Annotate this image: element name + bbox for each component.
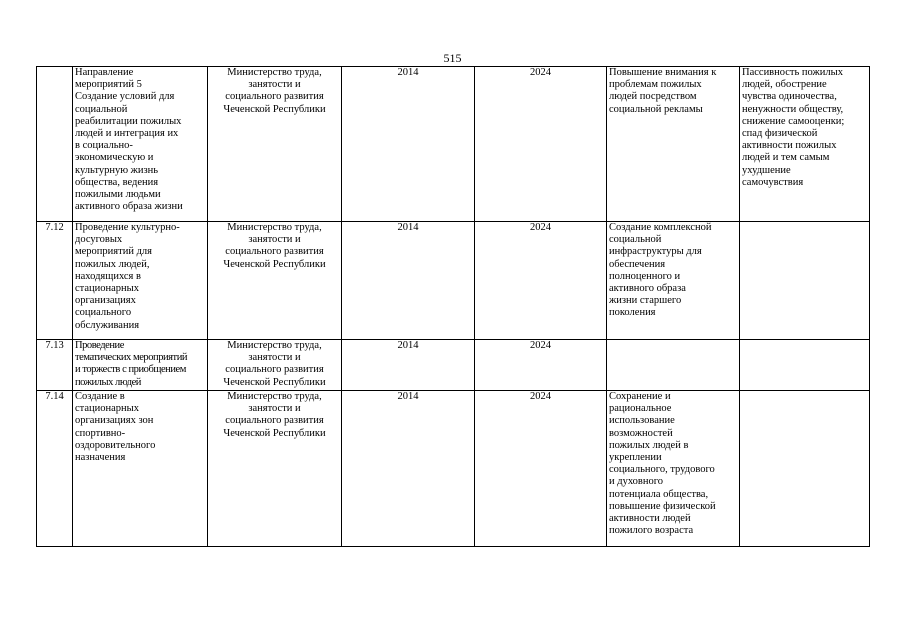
text-line: досуговых <box>75 234 123 246</box>
text-line: стационарных <box>75 283 139 295</box>
text-line: Проведение <box>75 340 124 351</box>
expected-result <box>607 67 740 222</box>
text-line: социального развития <box>225 415 324 427</box>
text-line: тематических мероприятий <box>75 352 188 364</box>
text-line: социального развития <box>225 91 324 103</box>
text-line: Чеченской Республики <box>223 427 326 439</box>
text-line: спортивно- <box>75 427 126 439</box>
table-row <box>37 222 870 340</box>
text-line: активного образа жизни <box>75 201 183 213</box>
text-line: экономическую и <box>75 152 154 164</box>
row-number: 7.14 <box>37 391 73 547</box>
text-line: рациональное <box>609 403 672 415</box>
text-line: Министерство труда, <box>227 67 322 78</box>
consequences <box>740 222 870 340</box>
text-line: инфраструктуры для <box>609 246 702 258</box>
text-line: пожилых людей, <box>75 258 150 270</box>
text-line: Министерство труда, <box>227 222 322 233</box>
executor <box>208 222 342 340</box>
text-line: социальной <box>75 103 128 115</box>
text-line: и торжеств с приобщением <box>75 364 186 376</box>
text-line: укреплении <box>609 452 662 464</box>
measure-name <box>73 222 208 340</box>
text-line: социальной <box>609 234 662 246</box>
text-line: самочувствия <box>742 176 804 188</box>
text-line: пожилых людей <box>75 376 141 388</box>
text-line: в социально- <box>75 140 133 152</box>
text-line: Чеченской Республики <box>223 258 326 270</box>
row-number <box>37 67 73 222</box>
text-line: организациях <box>75 295 136 307</box>
expected-result <box>607 391 740 547</box>
page-number: 515 <box>443 51 462 65</box>
text-line: организациях зон <box>75 415 154 427</box>
text-line: мероприятий для <box>75 246 152 258</box>
text-line: активного образа <box>609 283 686 295</box>
text-line: обслуживания <box>75 319 140 331</box>
text-line: Направление <box>75 67 134 78</box>
executor <box>208 340 342 391</box>
consequences <box>740 391 870 547</box>
text-line: ненужности обществу, <box>742 103 844 115</box>
text-line: активности пожилых <box>742 140 837 152</box>
measure-name <box>73 340 208 391</box>
text-line: культурную жизнь <box>75 164 159 176</box>
text-line: занятости и <box>248 403 301 415</box>
end-year: 2024 <box>475 222 607 340</box>
expected-result <box>607 222 740 340</box>
text-line: людей и тем самым <box>742 152 830 164</box>
text-line: повышение физической <box>609 500 716 512</box>
text-line: Проведение культурно- <box>75 222 180 233</box>
start-year: 2014 <box>342 67 475 222</box>
measure-name <box>73 67 208 222</box>
consequences <box>740 340 870 391</box>
start-year: 2014 <box>342 340 475 391</box>
text-line: реабилитации пожилых <box>75 115 182 127</box>
text-line: Создание в <box>75 391 125 402</box>
text-line: Повышение внимания к <box>609 67 717 78</box>
consequences <box>740 67 870 222</box>
text-line: занятости и <box>248 352 301 364</box>
text-line: оздоровительного <box>75 439 156 451</box>
start-year: 2014 <box>342 391 475 547</box>
measure-name <box>73 391 208 547</box>
text-line: людей и интеграция их <box>75 128 179 140</box>
text-line: общества, ведения <box>75 176 159 188</box>
text-line: пожилого возраста <box>609 525 694 537</box>
text-line: возможностей <box>609 427 673 439</box>
text-line: Министерство труда, <box>227 340 322 351</box>
text-line: Пассивность пожилых <box>742 67 843 78</box>
text-line: пожилыми людьми <box>75 189 161 201</box>
row-number: 7.13 <box>37 340 73 391</box>
table-row <box>37 391 870 547</box>
text-line: жизни старшего <box>609 295 682 307</box>
text-line: чувства одиночества, <box>742 91 837 103</box>
end-year: 2024 <box>475 67 607 222</box>
text-line: и духовного <box>609 476 664 488</box>
start-year: 2014 <box>342 222 475 340</box>
text-line: Создание комплексной <box>609 222 712 233</box>
text-line: ухудшение <box>742 164 791 176</box>
end-year: 2024 <box>475 391 607 547</box>
text-line: занятости и <box>248 234 301 246</box>
text-line: использование <box>609 415 675 427</box>
measures-table <box>36 66 870 547</box>
executor <box>208 391 342 547</box>
text-line: спад физической <box>742 128 818 140</box>
text-line: проблемам пожилых <box>609 79 702 91</box>
table-row <box>37 67 870 222</box>
text-line: людей посредством <box>609 91 697 103</box>
text-line: стационарных <box>75 403 139 415</box>
text-line: назначения <box>75 452 126 464</box>
expected-result <box>607 340 740 391</box>
table-row <box>37 340 870 391</box>
text-line: обеспечения <box>609 258 666 270</box>
text-line: Создание условий для <box>75 91 175 103</box>
text-line: Министерство труда, <box>227 391 322 402</box>
text-line: социального развития <box>225 364 324 376</box>
text-line: Чеченской Республики <box>223 376 326 388</box>
text-line: активности людей <box>609 513 691 525</box>
end-year: 2024 <box>475 340 607 391</box>
text-line: находящихся в <box>75 270 141 282</box>
text-line: пожилых людей в <box>609 439 689 451</box>
text-line: снижение самооценки; <box>742 115 845 127</box>
text-line: полноценного и <box>609 270 681 282</box>
text-line: социального развития <box>225 246 324 258</box>
text-line: социального, трудового <box>609 464 715 476</box>
text-line: Сохранение и <box>609 391 671 402</box>
text-line: мероприятий 5 <box>75 79 142 91</box>
text-line: Чеченской Республики <box>223 103 326 115</box>
text-line: социального <box>75 307 132 319</box>
text-line: социальной рекламы <box>609 103 703 115</box>
measure-name-lines <box>75 67 205 213</box>
row-number: 7.12 <box>37 222 73 340</box>
text-line: поколения <box>609 307 656 319</box>
executor <box>208 67 342 222</box>
text-line: занятости и <box>248 79 301 91</box>
text-line: потенциала общества, <box>609 488 709 500</box>
text-line: людей, обострение <box>742 79 827 91</box>
